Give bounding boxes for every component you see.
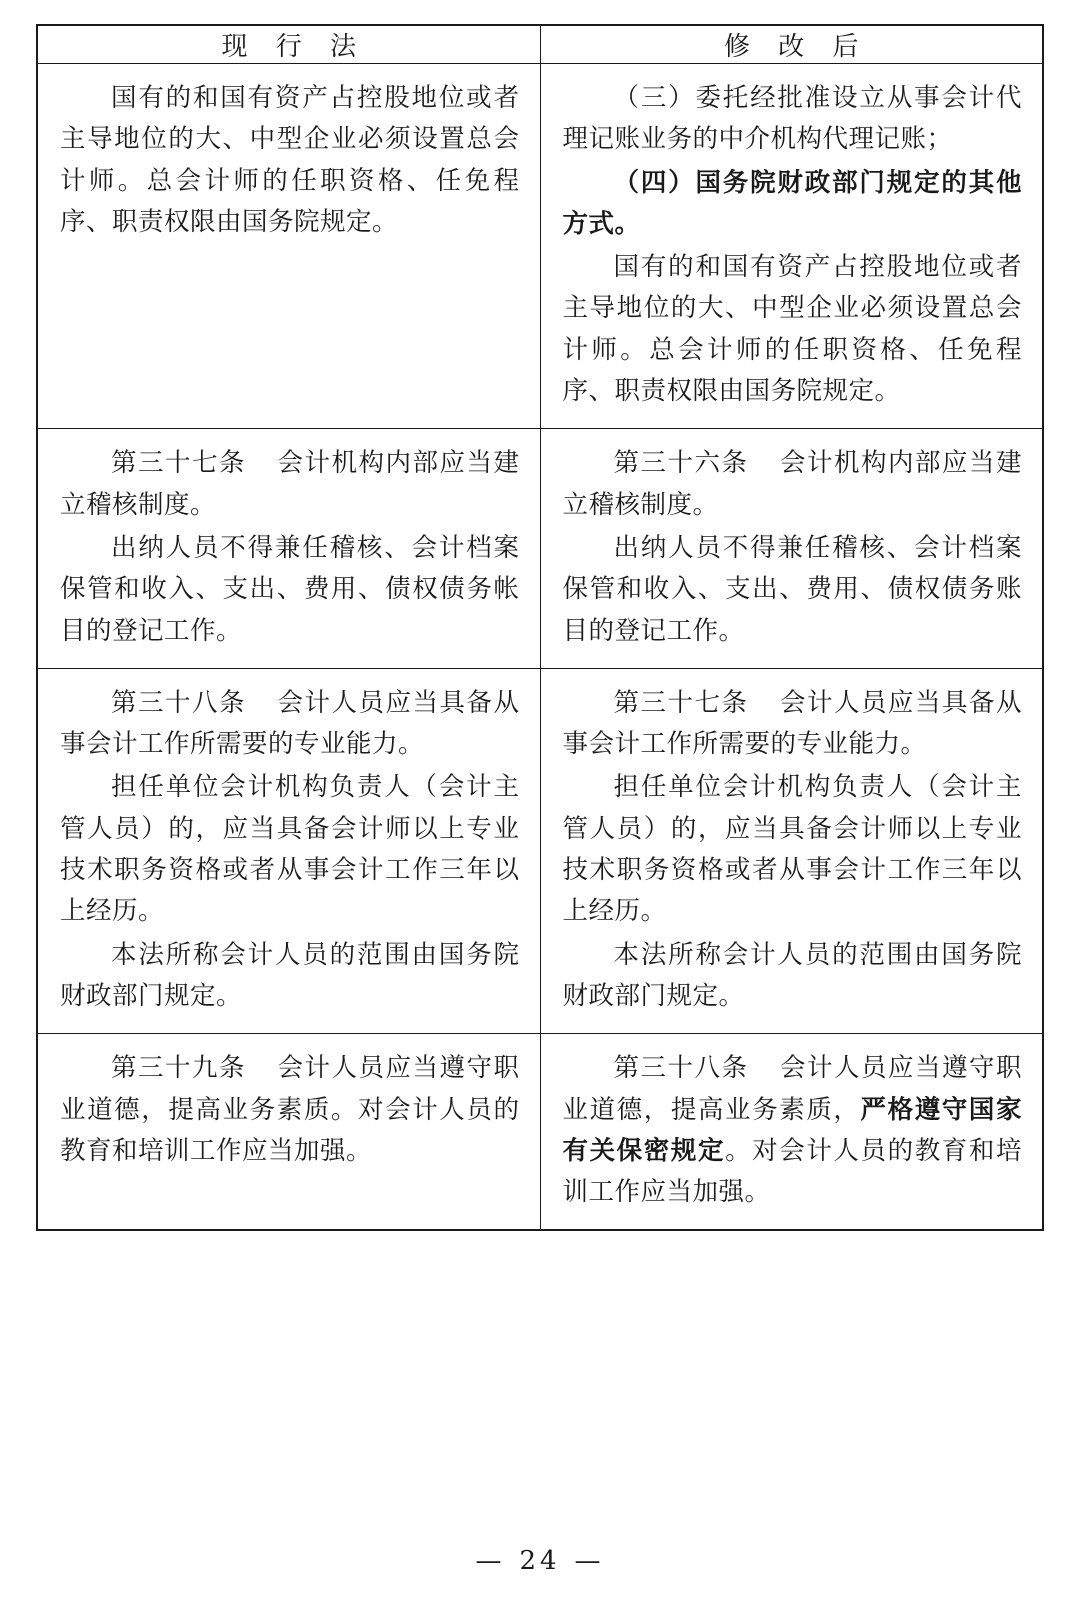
cell-amended xyxy=(540,1034,1043,1231)
table-header-row xyxy=(37,25,1043,64)
article-number: 第三十八条 xyxy=(111,687,246,718)
article-paragraph xyxy=(563,683,1023,766)
article-text: 会计人员应当遵守职业道德，提高业务素质。对会计人员的教育和培训工作应当加强。 xyxy=(60,1053,520,1166)
paragraph: 担任单位会计机构负责人（会计主管人员）的，应当具备会计师以上专业技术职务资格或者从事会计工作三年以上经历。 xyxy=(562,772,1022,927)
cell-current-law xyxy=(37,64,540,429)
article-number: 第三十六条 xyxy=(613,448,749,479)
article-text: 会计人员应当具备从事会计工作所需要的专业能力。 xyxy=(562,687,1022,760)
paragraph: 出纳人员不得兼任稽核、会计档案保管和收入、支出、费用、债权债务账目的登记工作。 xyxy=(562,532,1022,646)
page-footer xyxy=(0,1546,1080,1576)
footer-dash-left: — xyxy=(475,1546,506,1576)
table-row xyxy=(37,668,1043,1033)
paragraph: 国有的和国有资产占控股地位或者主导地位的大、中型企业必须设置总会计师。总会计师的任职资格、任免程序、职责权限由国务院规定。 xyxy=(562,252,1022,407)
paragraph: 出纳人员不得兼任稽核、会计档案保管和收入、支出、费用、债权债务帐目的登记工作。 xyxy=(60,532,520,646)
article-number: 第三十七条 xyxy=(111,448,246,479)
article-text: 会计机构内部应当建立稽核制度。 xyxy=(562,448,1022,520)
cell-current-law xyxy=(37,668,540,1033)
article-paragraph xyxy=(60,1048,520,1172)
column-header-current-law: 现 行 法 xyxy=(37,25,540,64)
article-text-suffix: 。对会计人员的教育和培训工作应当加强。 xyxy=(562,1135,1022,1208)
paragraph-emphasized: （四）国务院财政部门规定的其他方式。 xyxy=(562,167,1022,239)
paragraph: 担任单位会计机构负责人（会计主管人员）的，应当具备会计师以上专业技术职务资格或者从事会计工作三年以上经历。 xyxy=(60,772,520,927)
article-text-prefix: 会计人员应当遵守职业道德，提高业务素质， xyxy=(562,1053,1022,1125)
article-paragraph xyxy=(563,1048,1023,1213)
article-text: 会计人员应当具备从事会计工作所需要的专业能力。 xyxy=(60,687,520,760)
table-row xyxy=(37,64,1043,429)
cell-amended xyxy=(540,429,1043,668)
paragraph: 国有的和国有资产占控股地位或者主导地位的大、中型企业必须设置总会计师。总会计师的任职资格、任免程序、职责权限由国务院规定。 xyxy=(60,83,520,237)
column-header-amended: 修 改 后 xyxy=(540,25,1043,64)
cell-current-law xyxy=(37,429,540,668)
cell-amended xyxy=(540,668,1043,1033)
article-paragraph xyxy=(60,683,520,766)
article-number: 第三十八条 xyxy=(613,1053,749,1084)
paragraph: 本法所称会计人员的范围由国务院财政部门规定。 xyxy=(562,939,1022,1011)
cell-current-law xyxy=(37,1034,540,1231)
paragraph: （三）委托经批准设立从事会计代理记账业务的中介机构代理记账； xyxy=(562,83,1022,155)
article-text-emphasized: 严格遵守国家有关保密规定 xyxy=(562,1094,1022,1166)
cell-amended xyxy=(540,64,1043,429)
article-number: 第三十七条 xyxy=(613,687,749,718)
page-number: 24 xyxy=(519,1546,561,1576)
article-paragraph xyxy=(563,443,1023,526)
article-number: 第三十九条 xyxy=(111,1053,246,1084)
comparison-table xyxy=(36,24,1044,1231)
paragraph: 本法所称会计人员的范围由国务院财政部门规定。 xyxy=(60,939,520,1011)
footer-dash-right: — xyxy=(574,1546,605,1576)
article-paragraph xyxy=(60,443,520,526)
table-row xyxy=(37,429,1043,668)
article-text: 会计机构内部应当建立稽核制度。 xyxy=(60,448,520,520)
table-row xyxy=(37,1034,1043,1231)
